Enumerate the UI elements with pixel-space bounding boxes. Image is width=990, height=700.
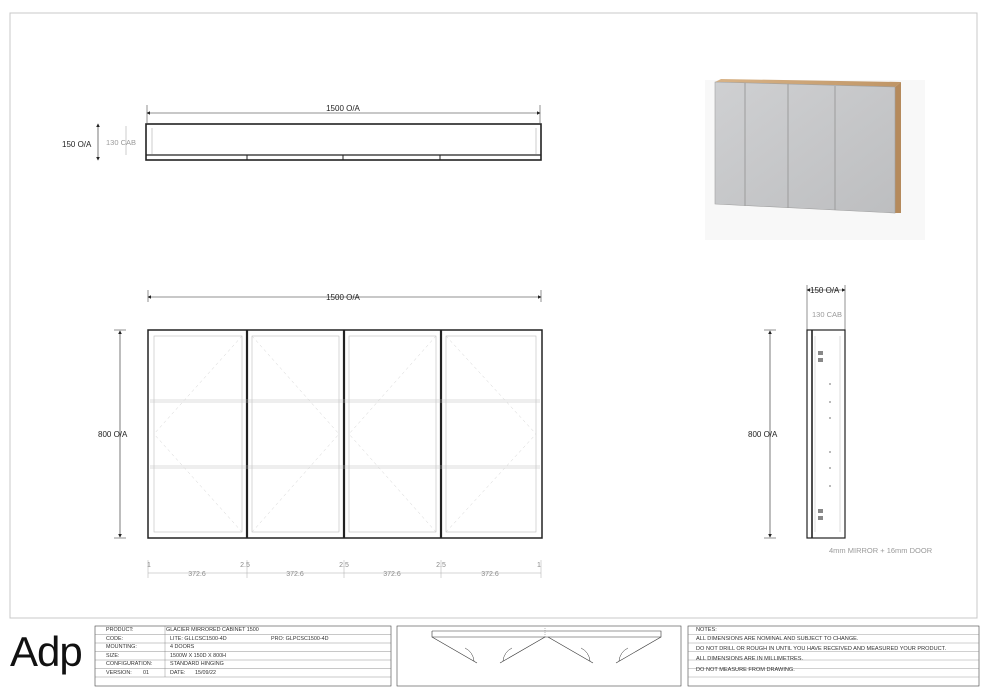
code-lite: LITE: GLLCSC1500-4D: [170, 635, 227, 642]
mounting-value: 4 DOORS: [170, 644, 195, 650]
top-cab-label: 130 CAB: [106, 138, 137, 147]
side-material-note: 4mm MIRROR + 16mm DOOR: [829, 546, 933, 555]
dim-gap-1: 2.5: [240, 562, 250, 569]
top-depth-label: 150 O/A: [62, 140, 92, 149]
brand-logo: Adp: [10, 628, 82, 675]
dim-door-4: 372.6: [481, 571, 499, 578]
front-view: [98, 290, 542, 578]
config-value: STANDARD HINGING: [170, 661, 224, 667]
front-height-label: 800 O/A: [98, 430, 128, 439]
dim-door-3: 372.6: [383, 571, 401, 578]
hinging-plan: [432, 628, 661, 663]
side-height-label: 800 O/A: [748, 430, 778, 439]
date-value: 15/09/22: [195, 669, 216, 676]
note-line: DO NOT MEASURE FROM DRAWING.: [696, 667, 795, 673]
dim-edge-right: 1: [537, 562, 541, 569]
side-depth-label: 150 O/A: [810, 286, 840, 295]
code-label: CODE:: [106, 635, 124, 642]
size-label: SIZE:: [106, 652, 120, 659]
top-width-label: 1500 O/A: [326, 104, 360, 113]
date-label: DATE:: [170, 669, 186, 676]
notes-heading: NOTES:: [696, 627, 717, 633]
product-label: PRODUCT:: [106, 627, 134, 633]
dim-door-2: 372.6: [286, 571, 304, 578]
dim-gap-2: 2.5: [339, 562, 349, 569]
code-pro: PRO: GLPCSC1500-4D: [271, 635, 329, 642]
product-render: [705, 79, 925, 240]
mounting-label: MOUNTING:: [106, 644, 137, 650]
side-view: [748, 285, 933, 555]
dim-gap-3: 2.5: [436, 562, 446, 569]
product-value: GLACIER MIRRORED CABINET 1500: [166, 627, 259, 633]
dim-edge-left: 1: [147, 562, 151, 569]
top-view: [62, 104, 541, 160]
title-block: [95, 626, 979, 686]
size-value: 1500W X 150D X 800H: [170, 652, 227, 659]
config-label: CONFIGURATION:: [106, 661, 153, 667]
note-line: ALL DIMENSIONS ARE NOMINAL AND SUBJECT TO CHANGE.: [696, 636, 859, 642]
dim-door-1: 372.6: [188, 571, 206, 578]
version-label: VERSION:: [106, 669, 132, 676]
side-cab-label: 130 CAB: [812, 310, 843, 319]
note-line: ALL DIMENSIONS ARE IN MILLIMETRES.: [696, 656, 804, 662]
version-value: 01: [143, 669, 149, 676]
front-width-label: 1500 O/A: [326, 293, 360, 302]
note-line: DO NOT DRILL OR ROUGH IN UNTIL YOU HAVE RECEIVED AND MEASURED YOUR PRODUCT.: [696, 646, 946, 652]
